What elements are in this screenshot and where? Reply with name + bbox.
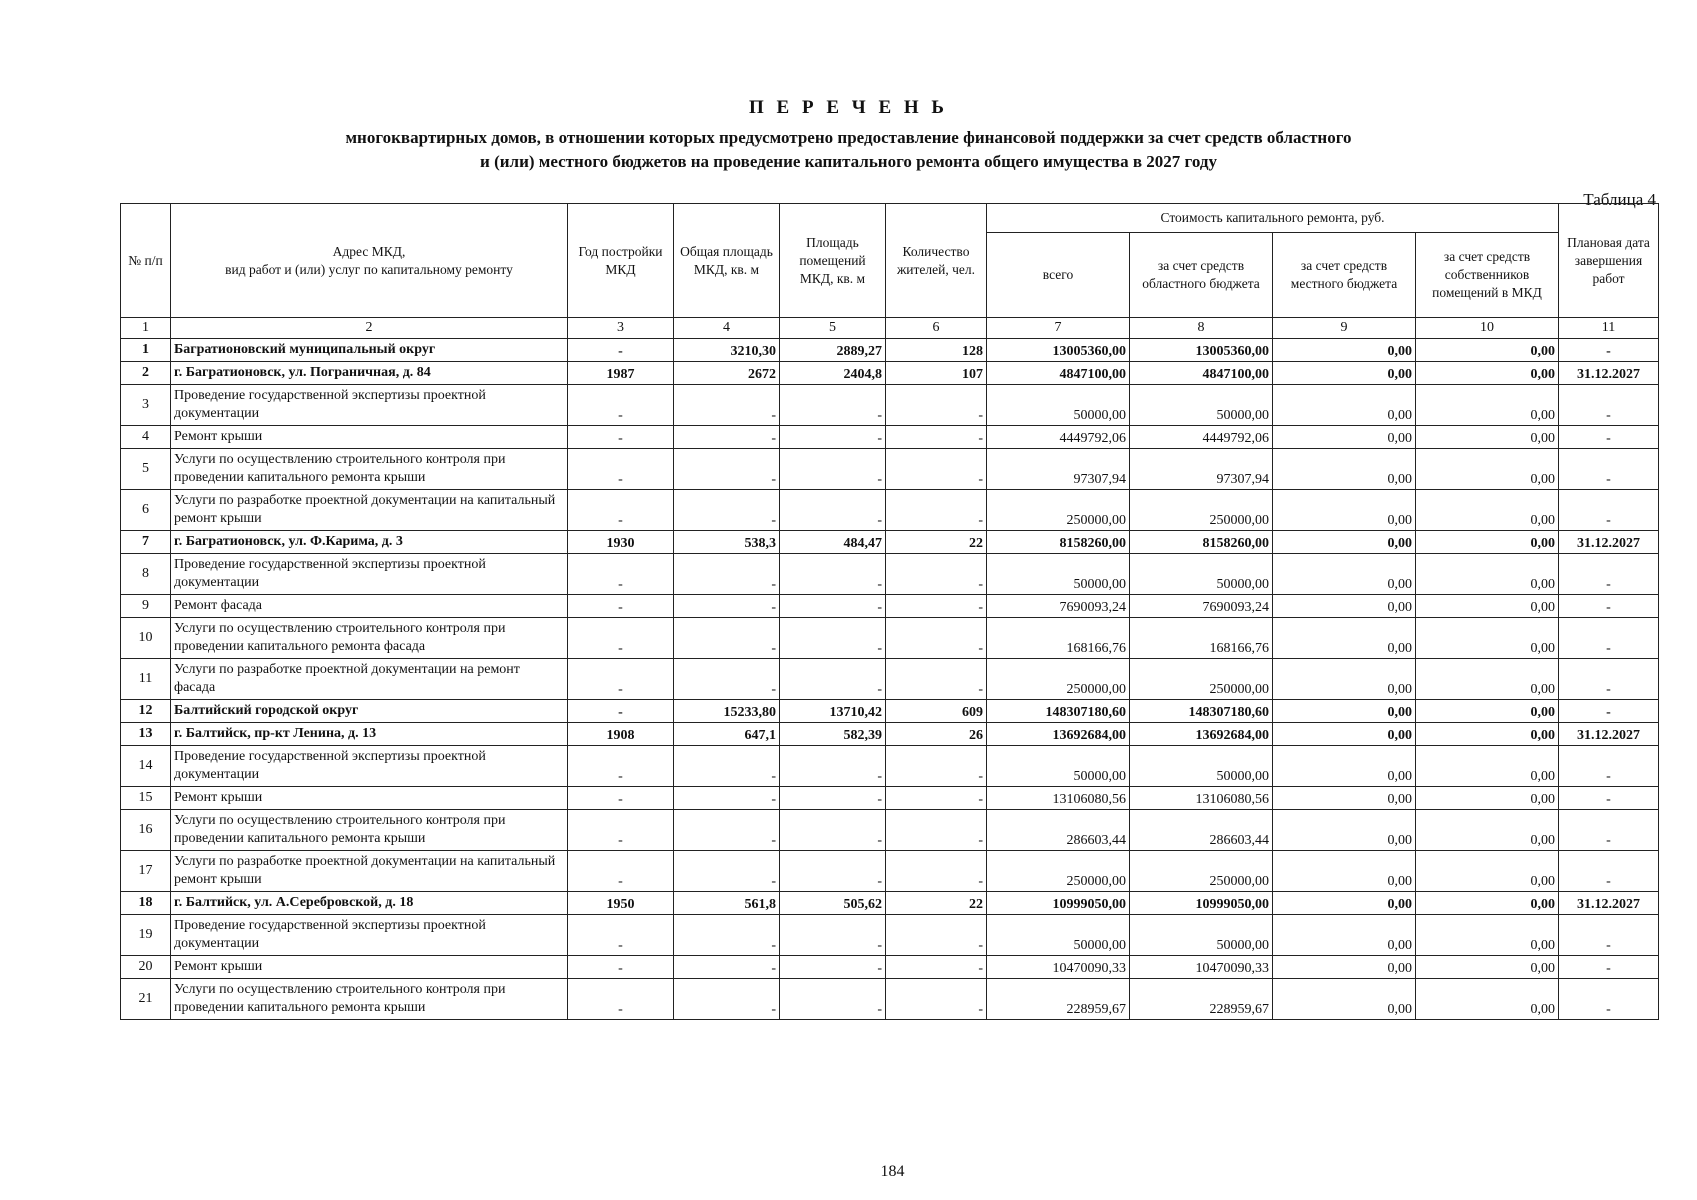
row-number: 13	[121, 723, 171, 746]
column-number: 5	[780, 318, 886, 339]
row-cost-owners: 0,00	[1416, 618, 1559, 659]
subtitle-line-2: и (или) местного бюджетов на проведение капитального ремонта общего имущества в 2027 году	[480, 152, 1217, 171]
row-number: 3	[121, 385, 171, 426]
row-premises-area: -	[780, 915, 886, 956]
row-planned-date: -	[1559, 746, 1659, 787]
row-premises-area: -	[780, 659, 886, 700]
row-number: 4	[121, 426, 171, 449]
row-address: Багратионовский муниципальный округ	[171, 339, 568, 362]
row-premises-area: -	[780, 618, 886, 659]
row-cost-total: 13692684,00	[987, 723, 1130, 746]
row-cost-total: 4449792,06	[987, 426, 1130, 449]
table-row	[121, 618, 1659, 659]
row-premises-area: -	[780, 787, 886, 810]
row-address: Услуги по разработке проектной документации на капитальный ремонт крыши	[171, 851, 568, 892]
row-premises-area: -	[780, 449, 886, 490]
row-cost-total: 13106080,56	[987, 787, 1130, 810]
row-total-area: -	[674, 595, 780, 618]
row-cost-regional: 250000,00	[1130, 490, 1273, 531]
row-planned-date: -	[1559, 618, 1659, 659]
row-number: 5	[121, 449, 171, 490]
row-year: -	[568, 554, 674, 595]
row-residents: -	[886, 851, 987, 892]
row-address: Услуги по разработке проектной документации на ремонт фасада	[171, 659, 568, 700]
row-planned-date: -	[1559, 915, 1659, 956]
row-cost-local: 0,00	[1273, 554, 1416, 595]
row-cost-local: 0,00	[1273, 787, 1416, 810]
page-number: 184	[880, 1163, 905, 1180]
row-cost-regional: 97307,94	[1130, 449, 1273, 490]
row-address: Услуги по разработке проектной документации на капитальный ремонт крыши	[171, 490, 568, 531]
table-row	[121, 449, 1659, 490]
row-cost-regional: 13005360,00	[1130, 339, 1273, 362]
row-address: г. Багратионовск, ул. Ф.Карима, д. 3	[171, 531, 568, 554]
row-cost-regional: 10470090,33	[1130, 956, 1273, 979]
row-total-area: -	[674, 810, 780, 851]
row-cost-regional: 250000,00	[1130, 851, 1273, 892]
row-planned-date: -	[1559, 385, 1659, 426]
row-residents: -	[886, 810, 987, 851]
table-body	[121, 339, 1659, 1020]
row-planned-date: -	[1559, 956, 1659, 979]
row-number: 8	[121, 554, 171, 595]
table-row	[121, 554, 1659, 595]
page-subtitle	[230, 126, 1467, 174]
row-cost-owners: 0,00	[1416, 892, 1559, 915]
row-premises-area: 484,47	[780, 531, 886, 554]
row-year: -	[568, 490, 674, 531]
subtitle-line-1: многоквартирных домов, в отношении которых предусмотрено предоставление финансовой поддержки за счет средств областного	[345, 128, 1352, 147]
table-row	[121, 426, 1659, 449]
row-address: Услуги по осуществлению строительного контроля при проведении капитального ремонта крыши	[171, 810, 568, 851]
column-number-row	[121, 318, 1659, 339]
row-year: -	[568, 426, 674, 449]
table-row	[121, 851, 1659, 892]
row-total-area: -	[674, 426, 780, 449]
header-residents: Количество жителей, чел.	[886, 204, 987, 318]
row-planned-date: -	[1559, 426, 1659, 449]
row-total-area: -	[674, 659, 780, 700]
row-premises-area: -	[780, 810, 886, 851]
row-cost-owners: 0,00	[1416, 979, 1559, 1020]
row-cost-regional: 50000,00	[1130, 385, 1273, 426]
row-cost-owners: 0,00	[1416, 362, 1559, 385]
row-cost-regional: 8158260,00	[1130, 531, 1273, 554]
header-premises-area: Площадь помещений МКД, кв. м	[780, 204, 886, 318]
row-cost-owners: 0,00	[1416, 810, 1559, 851]
row-cost-local: 0,00	[1273, 892, 1416, 915]
row-cost-total: 10999050,00	[987, 892, 1130, 915]
header-planned-date: Плановая дата завершения работ	[1559, 204, 1659, 318]
row-number: 21	[121, 979, 171, 1020]
row-cost-total: 168166,76	[987, 618, 1130, 659]
column-number: 7	[987, 318, 1130, 339]
column-number: 11	[1559, 318, 1659, 339]
row-cost-regional: 50000,00	[1130, 915, 1273, 956]
row-premises-area: -	[780, 385, 886, 426]
row-total-area: -	[674, 618, 780, 659]
row-cost-total: 286603,44	[987, 810, 1130, 851]
row-cost-owners: 0,00	[1416, 851, 1559, 892]
row-residents: -	[886, 787, 987, 810]
header-cost-owners: за счет средств собственников помещений в МКД	[1416, 233, 1559, 318]
row-address: Проведение государственной экспертизы проектной документации	[171, 385, 568, 426]
row-residents: 128	[886, 339, 987, 362]
header-address-line-1: Адрес МКД,	[332, 243, 406, 259]
row-planned-date: -	[1559, 595, 1659, 618]
row-cost-owners: 0,00	[1416, 787, 1559, 810]
row-cost-total: 4847100,00	[987, 362, 1130, 385]
row-cost-owners: 0,00	[1416, 746, 1559, 787]
row-cost-local: 0,00	[1273, 490, 1416, 531]
row-total-area: -	[674, 956, 780, 979]
column-number: 1	[121, 318, 171, 339]
row-number: 15	[121, 787, 171, 810]
row-number: 6	[121, 490, 171, 531]
row-cost-total: 97307,94	[987, 449, 1130, 490]
row-number: 17	[121, 851, 171, 892]
column-number: 3	[568, 318, 674, 339]
row-planned-date: -	[1559, 339, 1659, 362]
row-cost-regional: 148307180,60	[1130, 700, 1273, 723]
table-row	[121, 746, 1659, 787]
row-number: 10	[121, 618, 171, 659]
row-planned-date: -	[1559, 659, 1659, 700]
row-address: г. Балтийск, ул. А.Серебровской, д. 18	[171, 892, 568, 915]
table-row	[121, 490, 1659, 531]
row-year: -	[568, 810, 674, 851]
row-cost-local: 0,00	[1273, 362, 1416, 385]
row-address: Балтийский городской округ	[171, 700, 568, 723]
column-number: 10	[1416, 318, 1559, 339]
row-residents: 609	[886, 700, 987, 723]
row-year: -	[568, 449, 674, 490]
table-row	[121, 956, 1659, 979]
row-cost-local: 0,00	[1273, 810, 1416, 851]
row-premises-area: -	[780, 490, 886, 531]
row-premises-area: 582,39	[780, 723, 886, 746]
row-planned-date: 31.12.2027	[1559, 723, 1659, 746]
row-cost-local: 0,00	[1273, 979, 1416, 1020]
row-year: 1950	[568, 892, 674, 915]
table-row	[121, 531, 1659, 554]
header-address-line-2: вид работ и (или) услуг по капитальному ремонту	[225, 261, 513, 277]
row-address: Проведение государственной экспертизы проектной документации	[171, 746, 568, 787]
row-cost-owners: 0,00	[1416, 700, 1559, 723]
column-number: 8	[1130, 318, 1273, 339]
row-year: 1987	[568, 362, 674, 385]
row-total-area: -	[674, 449, 780, 490]
row-address: Ремонт крыши	[171, 426, 568, 449]
row-cost-total: 13005360,00	[987, 339, 1130, 362]
table-row	[121, 979, 1659, 1020]
table-row	[121, 700, 1659, 723]
row-residents: 26	[886, 723, 987, 746]
row-address: Проведение государственной экспертизы проектной документации	[171, 915, 568, 956]
row-cost-local: 0,00	[1273, 956, 1416, 979]
row-premises-area: 2889,27	[780, 339, 886, 362]
row-cost-total: 50000,00	[987, 915, 1130, 956]
row-cost-total: 250000,00	[987, 851, 1130, 892]
row-cost-total: 50000,00	[987, 746, 1130, 787]
row-year: -	[568, 385, 674, 426]
column-number: 6	[886, 318, 987, 339]
table-row	[121, 659, 1659, 700]
row-premises-area: -	[780, 595, 886, 618]
row-cost-total: 50000,00	[987, 385, 1130, 426]
row-number: 14	[121, 746, 171, 787]
row-premises-area: 2404,8	[780, 362, 886, 385]
row-cost-local: 0,00	[1273, 700, 1416, 723]
row-cost-regional: 4847100,00	[1130, 362, 1273, 385]
row-cost-owners: 0,00	[1416, 659, 1559, 700]
header-year: Год постройки МКД	[568, 204, 674, 318]
row-cost-total: 250000,00	[987, 659, 1130, 700]
row-address: г. Багратионовск, ул. Пограничная, д. 84	[171, 362, 568, 385]
row-residents: -	[886, 449, 987, 490]
table-row	[121, 892, 1659, 915]
page-title: П Е Р Е Ч Е Н Ь	[749, 97, 948, 118]
row-cost-regional: 7690093,24	[1130, 595, 1273, 618]
row-cost-regional: 10999050,00	[1130, 892, 1273, 915]
row-number: 2	[121, 362, 171, 385]
row-cost-local: 0,00	[1273, 339, 1416, 362]
row-cost-local: 0,00	[1273, 723, 1416, 746]
row-cost-owners: 0,00	[1416, 956, 1559, 979]
row-cost-local: 0,00	[1273, 851, 1416, 892]
row-cost-total: 10470090,33	[987, 956, 1130, 979]
row-cost-regional: 286603,44	[1130, 810, 1273, 851]
row-cost-total: 228959,67	[987, 979, 1130, 1020]
row-residents: -	[886, 385, 987, 426]
row-total-area: -	[674, 787, 780, 810]
row-cost-regional: 13692684,00	[1130, 723, 1273, 746]
row-total-area: 647,1	[674, 723, 780, 746]
row-residents: -	[886, 595, 987, 618]
table-row	[121, 723, 1659, 746]
row-year: -	[568, 595, 674, 618]
row-premises-area: -	[780, 851, 886, 892]
row-number: 1	[121, 339, 171, 362]
row-cost-regional: 50000,00	[1130, 746, 1273, 787]
row-total-area: 3210,30	[674, 339, 780, 362]
row-year: -	[568, 746, 674, 787]
row-cost-local: 0,00	[1273, 426, 1416, 449]
houses-table	[120, 203, 1659, 1020]
row-residents: -	[886, 746, 987, 787]
table-label: Таблица 4	[1583, 190, 1656, 209]
row-residents: -	[886, 490, 987, 531]
row-cost-regional: 250000,00	[1130, 659, 1273, 700]
row-residents: -	[886, 426, 987, 449]
row-residents: -	[886, 554, 987, 595]
row-year: -	[568, 851, 674, 892]
row-cost-total: 250000,00	[987, 490, 1130, 531]
table-row	[121, 385, 1659, 426]
table-row	[121, 339, 1659, 362]
row-premises-area: 13710,42	[780, 700, 886, 723]
row-cost-owners: 0,00	[1416, 723, 1559, 746]
row-cost-owners: 0,00	[1416, 426, 1559, 449]
row-residents: -	[886, 979, 987, 1020]
row-address: г. Балтийск, пр-кт Ленина, д. 13	[171, 723, 568, 746]
row-number: 7	[121, 531, 171, 554]
row-cost-regional: 168166,76	[1130, 618, 1273, 659]
row-cost-owners: 0,00	[1416, 531, 1559, 554]
row-year: -	[568, 618, 674, 659]
row-planned-date: -	[1559, 554, 1659, 595]
column-number: 2	[171, 318, 568, 339]
row-planned-date: -	[1559, 810, 1659, 851]
row-total-area: 2672	[674, 362, 780, 385]
row-number: 18	[121, 892, 171, 915]
row-residents: -	[886, 618, 987, 659]
row-cost-owners: 0,00	[1416, 449, 1559, 490]
row-number: 20	[121, 956, 171, 979]
row-year: -	[568, 979, 674, 1020]
row-cost-regional: 4449792,06	[1130, 426, 1273, 449]
row-planned-date: 31.12.2027	[1559, 531, 1659, 554]
row-total-area: 15233,80	[674, 700, 780, 723]
row-cost-local: 0,00	[1273, 746, 1416, 787]
row-cost-total: 7690093,24	[987, 595, 1130, 618]
row-year: 1908	[568, 723, 674, 746]
row-cost-owners: 0,00	[1416, 385, 1559, 426]
column-number: 9	[1273, 318, 1416, 339]
row-cost-owners: 0,00	[1416, 554, 1559, 595]
row-address: Проведение государственной экспертизы проектной документации	[171, 554, 568, 595]
row-planned-date: 31.12.2027	[1559, 892, 1659, 915]
row-address: Ремонт фасада	[171, 595, 568, 618]
row-cost-local: 0,00	[1273, 659, 1416, 700]
row-residents: 22	[886, 892, 987, 915]
row-year: -	[568, 700, 674, 723]
header-cost-group: Стоимость капитального ремонта, руб.	[987, 204, 1559, 233]
row-premises-area: -	[780, 979, 886, 1020]
row-cost-regional: 228959,67	[1130, 979, 1273, 1020]
row-total-area: -	[674, 554, 780, 595]
table-row	[121, 810, 1659, 851]
header-cost-regional: за счет средств областного бюджета	[1130, 233, 1273, 318]
row-planned-date: -	[1559, 851, 1659, 892]
row-year: -	[568, 956, 674, 979]
row-address: Услуги по осуществлению строительного контроля при проведении капитального ремонта крыши	[171, 449, 568, 490]
row-number: 11	[121, 659, 171, 700]
row-residents: -	[886, 956, 987, 979]
row-planned-date: -	[1559, 979, 1659, 1020]
row-planned-date: -	[1559, 787, 1659, 810]
row-total-area: -	[674, 979, 780, 1020]
row-number: 19	[121, 915, 171, 956]
row-premises-area: -	[780, 426, 886, 449]
row-planned-date: 31.12.2027	[1559, 362, 1659, 385]
row-cost-total: 8158260,00	[987, 531, 1130, 554]
row-address: Услуги по осуществлению строительного контроля при проведении капитального ремонта крыши	[171, 979, 568, 1020]
row-cost-local: 0,00	[1273, 618, 1416, 659]
row-premises-area: -	[780, 746, 886, 787]
row-residents: -	[886, 659, 987, 700]
column-number: 4	[674, 318, 780, 339]
row-cost-local: 0,00	[1273, 595, 1416, 618]
row-total-area: -	[674, 746, 780, 787]
row-total-area: -	[674, 851, 780, 892]
row-planned-date: -	[1559, 449, 1659, 490]
header-num: № п/п	[121, 204, 171, 318]
row-cost-local: 0,00	[1273, 915, 1416, 956]
row-year: -	[568, 659, 674, 700]
row-cost-local: 0,00	[1273, 531, 1416, 554]
row-cost-total: 50000,00	[987, 554, 1130, 595]
table-row	[121, 787, 1659, 810]
row-cost-owners: 0,00	[1416, 339, 1559, 362]
row-total-area: -	[674, 385, 780, 426]
row-premises-area: 505,62	[780, 892, 886, 915]
row-year: -	[568, 339, 674, 362]
row-address: Ремонт крыши	[171, 787, 568, 810]
row-total-area: -	[674, 915, 780, 956]
row-cost-regional: 50000,00	[1130, 554, 1273, 595]
row-residents: 22	[886, 531, 987, 554]
row-number: 12	[121, 700, 171, 723]
row-residents: -	[886, 915, 987, 956]
row-cost-owners: 0,00	[1416, 595, 1559, 618]
row-address: Ремонт крыши	[171, 956, 568, 979]
table-row	[121, 595, 1659, 618]
row-cost-total: 148307180,60	[987, 700, 1130, 723]
row-address: Услуги по осуществлению строительного контроля при проведении капитального ремонта фасада	[171, 618, 568, 659]
header-cost-local: за счет средств местного бюджета	[1273, 233, 1416, 318]
row-total-area: 538,3	[674, 531, 780, 554]
row-planned-date: -	[1559, 490, 1659, 531]
row-cost-regional: 13106080,56	[1130, 787, 1273, 810]
table-row	[121, 915, 1659, 956]
row-cost-owners: 0,00	[1416, 915, 1559, 956]
row-number: 16	[121, 810, 171, 851]
row-cost-local: 0,00	[1273, 449, 1416, 490]
table-row	[121, 362, 1659, 385]
row-premises-area: -	[780, 554, 886, 595]
row-planned-date: -	[1559, 700, 1659, 723]
header-total-area: Общая площадь МКД, кв. м	[674, 204, 780, 318]
row-year: -	[568, 915, 674, 956]
row-year: 1930	[568, 531, 674, 554]
row-residents: 107	[886, 362, 987, 385]
row-cost-owners: 0,00	[1416, 490, 1559, 531]
row-total-area: -	[674, 490, 780, 531]
header-cost-total: всего	[987, 233, 1130, 318]
row-cost-local: 0,00	[1273, 385, 1416, 426]
row-number: 9	[121, 595, 171, 618]
row-premises-area: -	[780, 956, 886, 979]
row-total-area: 561,8	[674, 892, 780, 915]
header-address	[171, 204, 568, 318]
row-year: -	[568, 787, 674, 810]
